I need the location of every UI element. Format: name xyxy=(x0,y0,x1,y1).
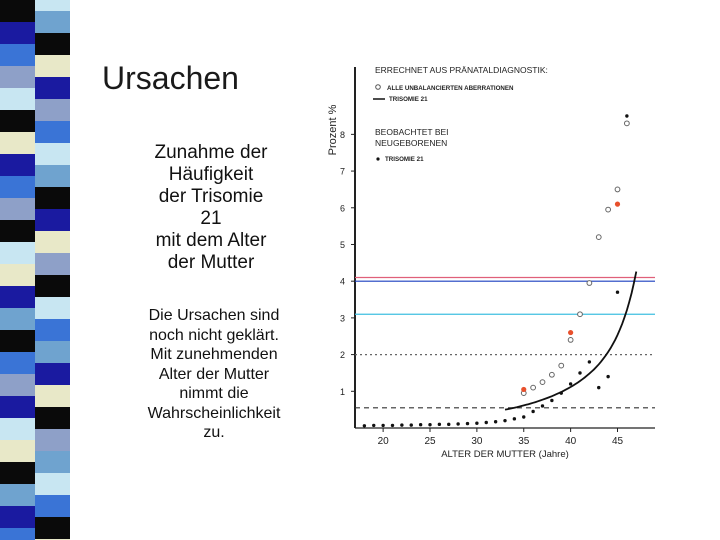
stripe-block xyxy=(0,286,35,308)
legend-marker-open xyxy=(376,85,381,90)
stripe-block xyxy=(35,385,70,407)
stripe-block xyxy=(35,319,70,341)
slide-body-text: Die Ursachen sind noch nicht geklärt. Mit zunehmenden Alter der Mutter nimmt die Wahrscheinlichkeit zu. xyxy=(147,307,281,441)
point-trisomy-newborn xyxy=(466,422,469,425)
point-unbalanced xyxy=(615,187,620,192)
stripe-block xyxy=(35,33,70,55)
point-trisomy-newborn xyxy=(475,422,478,425)
y-axis-label: Prozent % xyxy=(327,104,339,156)
y-tick-label: 8 xyxy=(339,129,345,140)
legend-item-trisomy-newborn: TRISOMIE 21 xyxy=(385,156,424,163)
point-unbalanced xyxy=(624,121,629,126)
y-tick-label: 7 xyxy=(339,166,345,177)
point-trisomy-newborn xyxy=(625,114,628,117)
stripe-block xyxy=(0,88,35,110)
stripe-block xyxy=(35,473,70,495)
stripe-block xyxy=(0,506,35,528)
point-trisomy-newborn xyxy=(456,422,459,425)
point-trisomy-newborn xyxy=(494,420,497,423)
stripe-block xyxy=(35,495,70,517)
point-trisomy-newborn xyxy=(531,410,534,413)
stripe-block xyxy=(35,121,70,143)
stripe-block xyxy=(0,154,35,176)
point-trisomy-newborn xyxy=(363,424,366,427)
stripe-block xyxy=(0,396,35,418)
legend-marker-dot xyxy=(376,157,379,160)
point-unbalanced xyxy=(596,235,601,240)
point-trisomy-newborn xyxy=(588,360,591,363)
point-trisomy-newborn xyxy=(400,423,403,426)
legend-item-trisomy-prenatal: TRISOMIE 21 xyxy=(389,96,428,103)
stripe-block xyxy=(0,44,35,66)
x-tick-label: 40 xyxy=(565,436,577,447)
stripe-block xyxy=(0,66,35,88)
y-tick-label: 1 xyxy=(339,386,345,397)
point-trisomy-newborn xyxy=(560,391,563,394)
point-unbalanced xyxy=(531,385,536,390)
stripe-block xyxy=(0,330,35,352)
stripe-block xyxy=(35,363,70,385)
stripe-block xyxy=(0,264,35,286)
stripe-block xyxy=(35,297,70,319)
decorative-stripe xyxy=(0,0,70,540)
stripe-block xyxy=(35,407,70,429)
legend-header-newborn: NEUGEBORENEN xyxy=(375,138,448,148)
stripe-block xyxy=(35,341,70,363)
point-trisomy-newborn xyxy=(410,423,413,426)
point-unbalanced xyxy=(606,207,611,212)
stripe-block xyxy=(0,242,35,264)
point-trisomy-newborn xyxy=(381,424,384,427)
point-trisomy-newborn xyxy=(541,404,544,407)
point-trisomy-newborn xyxy=(485,421,488,424)
y-tick-label: 3 xyxy=(339,313,345,324)
stripe-block xyxy=(0,418,35,440)
stripe-block xyxy=(0,462,35,484)
y-tick-label: 6 xyxy=(339,203,345,214)
x-tick-label: 25 xyxy=(424,436,436,447)
stripe-block xyxy=(0,22,35,44)
point-trisomy-prenatal xyxy=(615,202,620,207)
stripe-block xyxy=(35,517,70,539)
x-tick-label: 30 xyxy=(471,436,483,447)
point-unbalanced xyxy=(568,338,573,343)
y-tick-label: 2 xyxy=(339,350,345,361)
slide-subtitle: Zunahme der Häufigkeit der Trisomie 21 mit dem Alter der Mutter xyxy=(154,142,268,273)
point-trisomy-newborn xyxy=(428,423,431,426)
stripe-block xyxy=(0,132,35,154)
stripe-block xyxy=(35,11,70,33)
point-trisomy-newborn xyxy=(438,423,441,426)
stripe-block xyxy=(0,308,35,330)
slide-title: Ursachen xyxy=(102,60,239,96)
stripe-block xyxy=(35,253,70,275)
stripe-block xyxy=(35,55,70,77)
x-tick-label: 20 xyxy=(377,436,389,447)
point-unbalanced xyxy=(559,363,564,368)
stripe-block xyxy=(35,165,70,187)
point-trisomy-newborn xyxy=(503,419,506,422)
stripe-block xyxy=(0,528,35,540)
stripe-block xyxy=(35,429,70,451)
point-trisomy-prenatal xyxy=(521,387,526,392)
x-axis-label: ALTER DER MUTTER (Jahre) xyxy=(441,449,569,460)
point-trisomy-newborn xyxy=(597,386,600,389)
stripe-block xyxy=(0,110,35,132)
point-trisomy-newborn xyxy=(391,424,394,427)
stripe-block xyxy=(0,440,35,462)
stripe-block xyxy=(35,77,70,99)
point-trisomy-newborn xyxy=(419,423,422,426)
point-trisomy-newborn xyxy=(569,382,572,385)
point-trisomy-prenatal xyxy=(568,330,573,335)
point-unbalanced xyxy=(578,312,583,317)
stripe-block xyxy=(35,451,70,473)
point-trisomy-newborn xyxy=(606,375,609,378)
stripe-block xyxy=(0,198,35,220)
stripe-block xyxy=(35,209,70,231)
point-unbalanced xyxy=(587,281,592,286)
stripe-block xyxy=(35,231,70,253)
stripe-block xyxy=(0,0,35,22)
x-tick-label: 35 xyxy=(518,436,530,447)
stripe-block xyxy=(35,99,70,121)
legend-header-prenatal: ERRECHNET AUS PRÄNATALDIAGNOSTIK: xyxy=(375,65,548,75)
point-trisomy-newborn xyxy=(550,399,553,402)
legend-header-newborn: BEOBACHTET BEI xyxy=(375,127,449,137)
point-unbalanced xyxy=(540,380,545,385)
stripe-block xyxy=(0,220,35,242)
point-trisomy-newborn xyxy=(522,415,525,418)
stripe-block xyxy=(35,143,70,165)
legend-item-unbalanced: ALLE UNBALANCIERTEN ABERRATIONEN xyxy=(387,85,514,92)
trisomy-chart xyxy=(315,55,670,475)
x-tick-label: 45 xyxy=(611,436,624,447)
stripe-block xyxy=(0,176,35,198)
y-tick-label: 4 xyxy=(339,276,345,287)
point-unbalanced xyxy=(549,372,554,377)
stripe-block xyxy=(35,275,70,297)
point-trisomy-newborn xyxy=(513,417,516,420)
stripe-block xyxy=(35,187,70,209)
point-trisomy-newborn xyxy=(447,423,450,426)
point-trisomy-newborn xyxy=(372,424,375,427)
stripe-block xyxy=(35,0,70,11)
stripe-block xyxy=(0,484,35,506)
point-trisomy-newborn xyxy=(578,371,581,374)
stripe-block xyxy=(0,374,35,396)
y-tick-label: 5 xyxy=(339,239,345,250)
point-trisomy-newborn xyxy=(616,290,619,293)
stripe-block xyxy=(0,352,35,374)
